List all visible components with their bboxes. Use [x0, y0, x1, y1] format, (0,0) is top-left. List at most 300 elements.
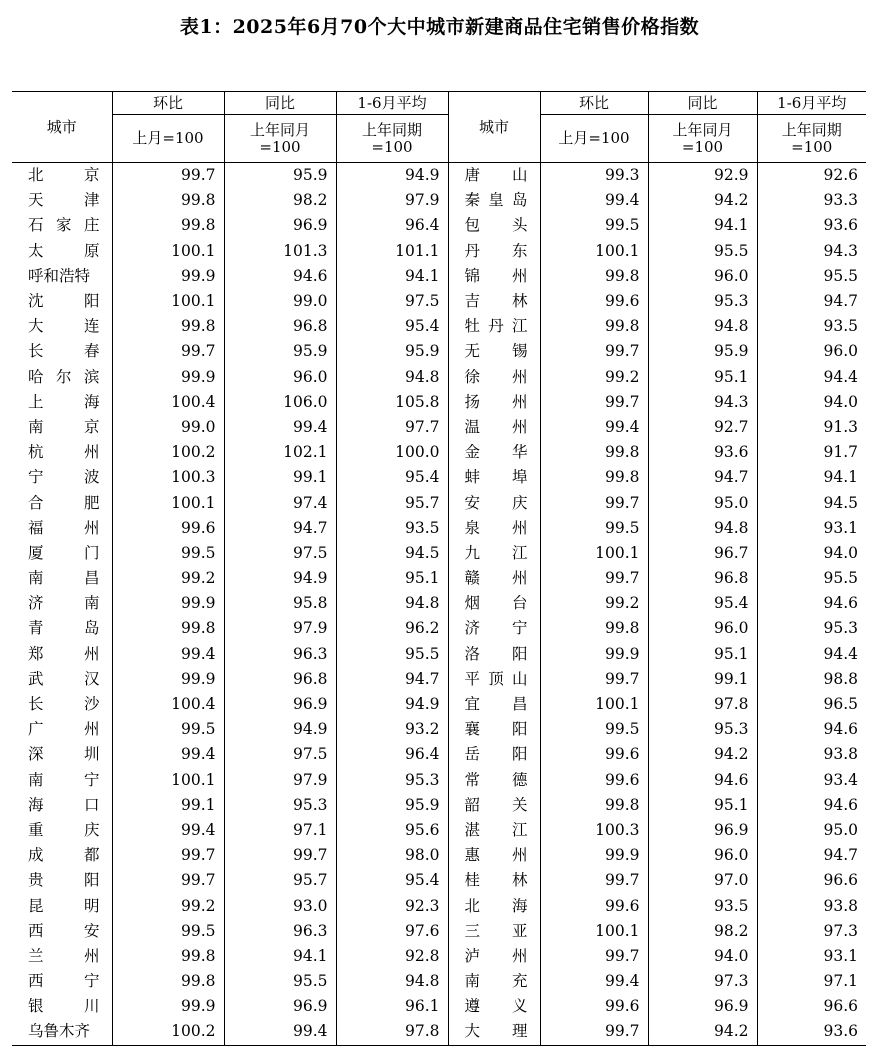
avg-value: 96.4 — [336, 213, 448, 238]
mom-value: 100.3 — [540, 818, 648, 843]
avg-value: 93.6 — [757, 213, 866, 238]
table-row — [12, 692, 866, 717]
city-cell — [12, 415, 112, 440]
yoy-value: 94.1 — [224, 944, 336, 969]
header-avg: 1-6月平均 — [336, 92, 448, 115]
header-yoy: 同比 — [224, 92, 336, 115]
avg-value: 96.6 — [757, 868, 866, 893]
city-name: 赣 州 — [464, 569, 528, 588]
city-name: 秦 皇 岛 — [464, 191, 528, 210]
city-cell — [448, 213, 540, 238]
avg-value: 94.8 — [336, 591, 448, 616]
yoy-value: 96.0 — [648, 843, 757, 868]
city-cell — [12, 642, 112, 667]
yoy-value: 96.8 — [224, 314, 336, 339]
avg-value: 95.1 — [336, 566, 448, 591]
city-name: 昆 明 — [28, 896, 100, 915]
mom-value: 99.7 — [112, 843, 224, 868]
avg-value: 95.4 — [336, 868, 448, 893]
yoy-value: 96.8 — [224, 667, 336, 692]
city-name: 三 亚 — [464, 921, 528, 940]
avg-value: 98.8 — [757, 667, 866, 692]
city-name: 包 头 — [464, 216, 528, 235]
city-name: 石 家 庄 — [28, 216, 100, 235]
city-cell — [448, 591, 540, 616]
city-cell — [448, 768, 540, 793]
city-name: 太 原 — [28, 241, 100, 260]
header-avg-base — [757, 115, 866, 163]
avg-value: 97.5 — [336, 289, 448, 314]
mom-value: 100.4 — [112, 390, 224, 415]
city-name: 海 口 — [28, 795, 100, 814]
avg-value: 94.4 — [757, 365, 866, 390]
city-cell — [12, 919, 112, 944]
yoy-value: 96.9 — [648, 818, 757, 843]
yoy-value: 94.9 — [224, 717, 336, 742]
avg-value: 94.0 — [757, 541, 866, 566]
avg-value: 93.5 — [757, 314, 866, 339]
table-row — [12, 163, 866, 189]
yoy-value: 95.9 — [224, 163, 336, 189]
city-cell — [448, 516, 540, 541]
mom-value: 99.7 — [540, 667, 648, 692]
mom-value: 99.6 — [540, 768, 648, 793]
mom-value: 100.1 — [112, 768, 224, 793]
mom-value: 99.8 — [540, 465, 648, 490]
yoy-value: 95.3 — [648, 717, 757, 742]
city-cell — [12, 163, 112, 189]
mom-value: 99.6 — [112, 516, 224, 541]
city-cell — [12, 793, 112, 818]
avg-value: 94.4 — [757, 642, 866, 667]
yoy-value: 96.3 — [224, 642, 336, 667]
avg-value: 95.4 — [336, 314, 448, 339]
city-name: 沈 阳 — [28, 292, 100, 311]
table-row — [12, 667, 866, 692]
city-cell — [12, 566, 112, 591]
city-name: 大 连 — [28, 317, 100, 336]
header-mom-base: 上月=100 — [112, 115, 224, 163]
yoy-value: 93.6 — [648, 440, 757, 465]
header-yoy-base — [224, 115, 336, 163]
mom-value: 99.7 — [112, 163, 224, 189]
city-cell — [12, 818, 112, 843]
city-name: 南 昌 — [28, 569, 100, 588]
city-name: 济 南 — [28, 594, 100, 613]
header-mom: 环比 — [540, 92, 648, 115]
header-avg-base-line2: =100 — [791, 137, 833, 156]
city-cell — [448, 239, 540, 264]
avg-value: 94.0 — [757, 390, 866, 415]
city-name: 锦 州 — [464, 266, 528, 285]
city-cell — [12, 1019, 112, 1045]
yoy-value: 97.0 — [648, 868, 757, 893]
mom-value: 99.5 — [540, 516, 648, 541]
avg-value: 94.6 — [757, 793, 866, 818]
city-name: 南 充 — [464, 972, 528, 991]
yoy-value: 94.7 — [224, 516, 336, 541]
table-row — [12, 440, 866, 465]
avg-value: 95.7 — [336, 490, 448, 515]
table-row — [12, 768, 866, 793]
city-cell — [448, 793, 540, 818]
mom-value: 99.6 — [540, 742, 648, 767]
city-cell — [12, 365, 112, 390]
mom-value: 99.5 — [540, 717, 648, 742]
table-row — [12, 541, 866, 566]
avg-value: 92.6 — [757, 163, 866, 189]
yoy-value: 96.9 — [224, 213, 336, 238]
city-cell — [12, 188, 112, 213]
avg-value: 91.3 — [757, 415, 866, 440]
avg-value: 93.6 — [757, 1019, 866, 1045]
mom-value: 99.7 — [540, 490, 648, 515]
table-row — [12, 944, 866, 969]
page-title: 表1：2025年6月70个大中城市新建商品住宅销售价格指数 — [179, 16, 700, 38]
city-cell — [12, 541, 112, 566]
city-cell — [12, 591, 112, 616]
avg-value: 94.1 — [757, 465, 866, 490]
avg-value: 94.9 — [336, 163, 448, 189]
yoy-value: 95.8 — [224, 591, 336, 616]
mom-value: 99.7 — [540, 390, 648, 415]
mom-value: 99.1 — [112, 793, 224, 818]
city-name: 杭 州 — [28, 443, 100, 462]
mom-value: 99.7 — [540, 1019, 648, 1045]
city-cell — [12, 667, 112, 692]
yoy-value: 94.2 — [648, 742, 757, 767]
city-cell — [12, 994, 112, 1019]
mom-value: 99.8 — [540, 314, 648, 339]
mom-value: 100.1 — [112, 239, 224, 264]
avg-value: 94.7 — [757, 843, 866, 868]
mom-value: 99.9 — [540, 843, 648, 868]
city-name: 西 安 — [28, 921, 100, 940]
yoy-value: 97.9 — [224, 768, 336, 793]
avg-value: 93.1 — [757, 516, 866, 541]
avg-value: 95.5 — [757, 264, 866, 289]
city-cell — [448, 314, 540, 339]
avg-value: 92.8 — [336, 944, 448, 969]
mom-value: 99.6 — [540, 893, 648, 918]
avg-value: 94.6 — [757, 591, 866, 616]
avg-value: 95.9 — [336, 793, 448, 818]
yoy-value: 95.7 — [224, 868, 336, 893]
yoy-value: 94.1 — [648, 213, 757, 238]
table-row — [12, 239, 866, 264]
mom-value: 99.7 — [540, 868, 648, 893]
yoy-value: 95.5 — [224, 969, 336, 994]
city-name: 宁 波 — [28, 468, 100, 487]
city-cell — [12, 239, 112, 264]
city-name: 上 海 — [28, 392, 100, 411]
mom-value: 99.0 — [112, 415, 224, 440]
city-cell — [12, 213, 112, 238]
city-name: 天 津 — [28, 191, 100, 210]
yoy-value: 101.3 — [224, 239, 336, 264]
avg-value: 97.6 — [336, 919, 448, 944]
avg-value: 95.3 — [336, 768, 448, 793]
yoy-value: 94.9 — [224, 566, 336, 591]
city-name: 南 宁 — [28, 770, 100, 789]
city-name: 呼和浩特 — [28, 266, 91, 285]
avg-value: 96.1 — [336, 994, 448, 1019]
avg-value: 93.5 — [336, 516, 448, 541]
city-cell — [12, 868, 112, 893]
avg-value: 95.6 — [336, 818, 448, 843]
city-name: 遵 义 — [464, 997, 528, 1016]
city-cell — [12, 516, 112, 541]
city-cell — [12, 616, 112, 641]
city-cell — [448, 490, 540, 515]
header-avg-base-line1: 上年同期 — [361, 120, 422, 139]
mom-value: 99.4 — [540, 969, 648, 994]
mom-value: 100.1 — [540, 919, 648, 944]
yoy-value: 95.1 — [648, 642, 757, 667]
table-row — [12, 390, 866, 415]
city-name: 乌鲁木齐 — [28, 1022, 91, 1041]
table-row — [12, 616, 866, 641]
yoy-value: 96.8 — [648, 566, 757, 591]
city-name: 济 宁 — [464, 619, 528, 638]
mom-value: 99.5 — [112, 919, 224, 944]
mom-value: 99.7 — [540, 566, 648, 591]
city-name: 烟 台 — [464, 594, 528, 613]
avg-value: 105.8 — [336, 390, 448, 415]
avg-value: 94.3 — [757, 239, 866, 264]
avg-value: 94.7 — [757, 289, 866, 314]
yoy-value: 96.9 — [648, 994, 757, 1019]
yoy-value: 96.9 — [224, 692, 336, 717]
mom-value: 100.1 — [112, 490, 224, 515]
city-name: 深 圳 — [28, 745, 100, 764]
yoy-value: 99.4 — [224, 1019, 336, 1045]
city-name: 岳 阳 — [464, 745, 528, 764]
city-name: 北 京 — [28, 166, 100, 185]
yoy-value: 94.3 — [648, 390, 757, 415]
avg-value: 95.4 — [336, 465, 448, 490]
city-cell — [448, 994, 540, 1019]
mom-value: 99.4 — [112, 818, 224, 843]
city-name: 泸 州 — [464, 946, 528, 965]
city-cell — [448, 843, 540, 868]
city-name: 无 锡 — [464, 342, 528, 361]
city-name: 安 庆 — [464, 493, 528, 512]
city-cell — [448, 667, 540, 692]
city-cell — [448, 465, 540, 490]
avg-value: 97.3 — [757, 919, 866, 944]
yoy-value: 97.4 — [224, 490, 336, 515]
city-name: 北 海 — [464, 896, 528, 915]
header-yoy-base-line2: =100 — [681, 137, 724, 156]
avg-value: 94.6 — [757, 717, 866, 742]
city-name: 平 顶 山 — [464, 669, 528, 688]
city-cell — [448, 893, 540, 918]
yoy-value: 95.1 — [648, 365, 757, 390]
city-cell — [12, 490, 112, 515]
mom-value: 99.8 — [540, 616, 648, 641]
avg-value: 94.5 — [757, 490, 866, 515]
table-row — [12, 264, 866, 289]
city-name: 宜 昌 — [464, 695, 528, 714]
header-avg-base — [336, 115, 448, 163]
yoy-value: 95.3 — [648, 289, 757, 314]
yoy-value: 94.2 — [648, 188, 757, 213]
city-cell — [448, 339, 540, 364]
yoy-value: 97.9 — [224, 616, 336, 641]
mom-value: 99.8 — [112, 188, 224, 213]
yoy-value: 96.3 — [224, 919, 336, 944]
city-cell — [12, 339, 112, 364]
table-row — [12, 516, 866, 541]
city-cell — [448, 289, 540, 314]
city-cell — [448, 390, 540, 415]
city-name: 常 德 — [464, 770, 528, 789]
city-name: 成 都 — [28, 846, 100, 865]
table-row — [12, 642, 866, 667]
yoy-value: 94.7 — [648, 465, 757, 490]
yoy-value: 98.2 — [648, 919, 757, 944]
table-row — [12, 818, 866, 843]
yoy-value: 99.4 — [224, 415, 336, 440]
city-cell — [448, 642, 540, 667]
city-cell — [448, 969, 540, 994]
city-name: 温 州 — [464, 417, 528, 436]
mom-value: 99.9 — [112, 591, 224, 616]
mom-value: 99.9 — [112, 365, 224, 390]
city-cell — [448, 365, 540, 390]
mom-value: 99.5 — [540, 213, 648, 238]
table-row — [12, 893, 866, 918]
mom-value: 100.2 — [112, 440, 224, 465]
table-row — [12, 188, 866, 213]
mom-value: 100.1 — [112, 289, 224, 314]
avg-value: 94.7 — [336, 667, 448, 692]
yoy-value: 94.6 — [648, 768, 757, 793]
city-cell — [12, 440, 112, 465]
table-row — [12, 793, 866, 818]
city-cell — [448, 188, 540, 213]
avg-value: 92.3 — [336, 893, 448, 918]
header-city: 城市 — [12, 92, 112, 163]
city-name: 青 岛 — [28, 619, 100, 638]
yoy-value: 92.7 — [648, 415, 757, 440]
yoy-value: 95.1 — [648, 793, 757, 818]
mom-value: 99.4 — [112, 742, 224, 767]
city-name: 广 州 — [28, 720, 100, 739]
avg-value: 93.4 — [757, 768, 866, 793]
city-name: 扬 州 — [464, 392, 528, 411]
yoy-value: 99.1 — [224, 465, 336, 490]
avg-value: 97.7 — [336, 415, 448, 440]
header-city: 城市 — [448, 92, 540, 163]
city-cell — [448, 566, 540, 591]
city-cell — [448, 415, 540, 440]
avg-value: 98.0 — [336, 843, 448, 868]
mom-value: 99.7 — [540, 339, 648, 364]
city-cell — [12, 768, 112, 793]
city-name: 长 沙 — [28, 695, 100, 714]
avg-value: 96.2 — [336, 616, 448, 641]
yoy-value: 95.4 — [648, 591, 757, 616]
header-avg: 1-6月平均 — [757, 92, 866, 115]
yoy-value: 95.9 — [224, 339, 336, 364]
header-avg-base-line1: 上年同期 — [781, 120, 842, 139]
mom-value: 99.8 — [540, 264, 648, 289]
header-yoy-base — [648, 115, 757, 163]
city-name: 兰 州 — [28, 946, 100, 965]
city-cell — [448, 440, 540, 465]
avg-value: 94.1 — [336, 264, 448, 289]
table-row — [12, 591, 866, 616]
mom-value: 99.6 — [540, 994, 648, 1019]
city-cell — [448, 692, 540, 717]
yoy-value: 99.0 — [224, 289, 336, 314]
city-name: 牡 丹 江 — [464, 317, 528, 336]
header-yoy-base-line2: =100 — [259, 137, 301, 156]
mom-value: 100.1 — [540, 692, 648, 717]
city-name: 南 京 — [28, 417, 100, 436]
city-cell — [12, 742, 112, 767]
yoy-value: 94.0 — [648, 944, 757, 969]
mom-value: 99.7 — [540, 944, 648, 969]
mom-value: 99.3 — [540, 163, 648, 189]
avg-value: 91.7 — [757, 440, 866, 465]
city-name: 福 州 — [28, 518, 100, 537]
city-name: 韶 关 — [464, 795, 528, 814]
city-cell — [12, 843, 112, 868]
header-yoy: 同比 — [648, 92, 757, 115]
table-row — [12, 1019, 866, 1045]
mom-value: 100.4 — [112, 692, 224, 717]
mom-value: 99.9 — [112, 264, 224, 289]
city-name: 重 庆 — [28, 820, 100, 839]
table-row — [12, 314, 866, 339]
city-cell — [448, 919, 540, 944]
mom-value: 99.9 — [112, 667, 224, 692]
city-cell — [12, 314, 112, 339]
mom-value: 99.2 — [540, 591, 648, 616]
yoy-value: 97.8 — [648, 692, 757, 717]
mom-value: 99.8 — [540, 793, 648, 818]
table-row — [12, 490, 866, 515]
mom-value: 99.8 — [112, 314, 224, 339]
mom-value: 99.8 — [112, 213, 224, 238]
yoy-value: 96.0 — [648, 264, 757, 289]
avg-value: 95.9 — [336, 339, 448, 364]
city-cell — [12, 969, 112, 994]
table-row — [12, 742, 866, 767]
avg-value: 96.4 — [336, 742, 448, 767]
city-name: 合 肥 — [28, 493, 100, 512]
mom-value: 99.4 — [540, 415, 648, 440]
yoy-value: 99.7 — [224, 843, 336, 868]
yoy-value: 92.9 — [648, 163, 757, 189]
mom-value: 100.1 — [540, 541, 648, 566]
city-cell — [448, 541, 540, 566]
city-name: 湛 江 — [464, 820, 528, 839]
mom-value: 99.7 — [112, 339, 224, 364]
city-cell — [12, 717, 112, 742]
header-yoy-base-line1: 上年同月 — [249, 120, 310, 139]
mom-value: 100.1 — [540, 239, 648, 264]
city-cell — [448, 944, 540, 969]
table-row — [12, 717, 866, 742]
avg-value: 94.9 — [336, 692, 448, 717]
avg-value: 96.5 — [757, 692, 866, 717]
city-name: 惠 州 — [464, 846, 528, 865]
mom-value: 99.8 — [112, 616, 224, 641]
